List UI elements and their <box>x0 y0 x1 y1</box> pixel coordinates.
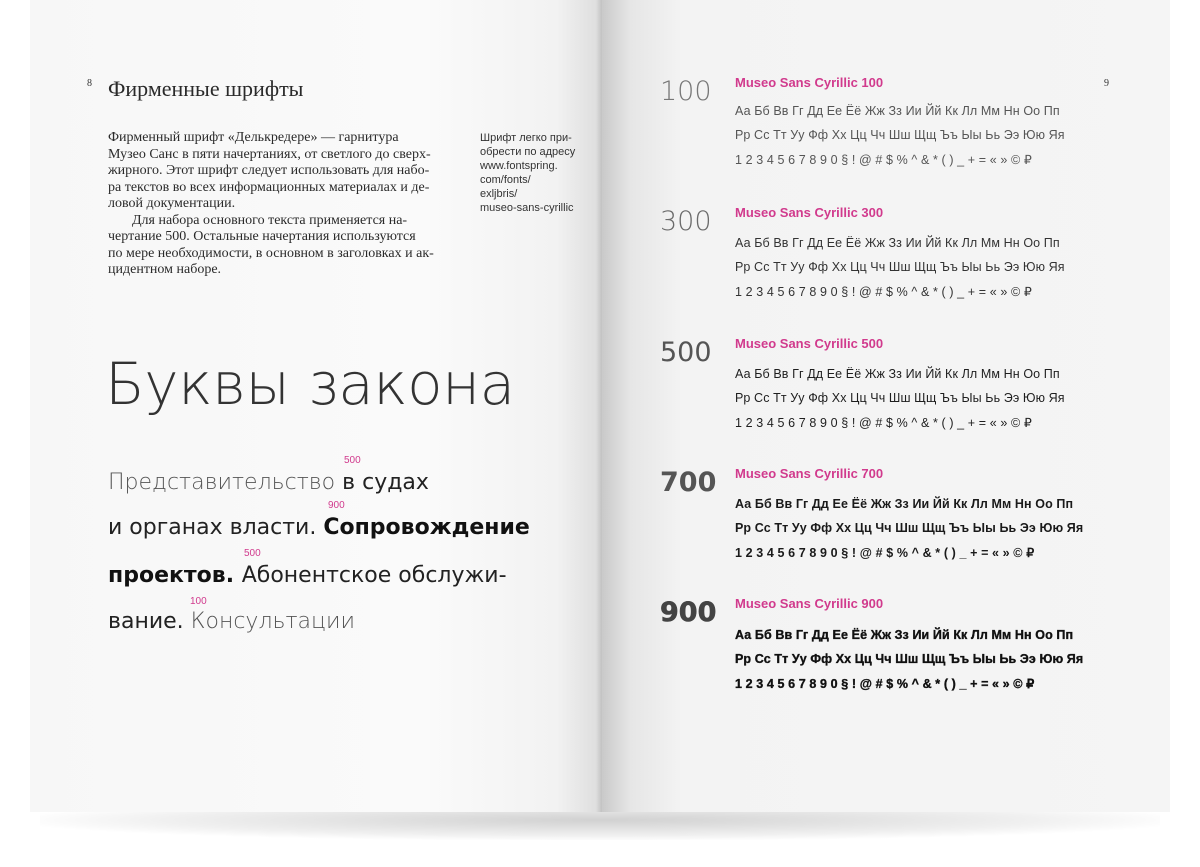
section-title: Фирменные шрифты <box>108 76 304 101</box>
alphabet-row: Аа Бб Вв Гг Дд Ее Ёё Жж Зз Ии Йй Кк Лл Мм Нн Оо Пп <box>735 628 1074 642</box>
body-line: цидентном наборе. <box>108 262 222 277</box>
body-line: по мере необходимости, в основном в заголовках и ак- <box>108 245 434 261</box>
weight-block-900 <box>602 597 1162 707</box>
weight-number: 300 <box>660 206 712 237</box>
weight-number: 900 <box>660 597 717 628</box>
sample-line-1 <box>108 470 429 495</box>
sample-black-text: Сопровождение <box>323 515 530 540</box>
body-line: Музео Санс в пяти начертаниях, от светлого до сверх- <box>108 146 431 162</box>
alphabet-row: Аа Бб Вв Гг Дд Ее Ёё Жж Зз Ии Йй Кк Лл Мм Нн Оо Пп <box>735 367 1060 381</box>
weight-block-700 <box>602 467 1162 577</box>
weight-block-300 <box>602 206 1162 316</box>
weight-title: Museo Sans Cyrillic 100 <box>735 75 884 90</box>
weight-marker: 100 <box>190 596 207 607</box>
sidenote-line: com/fonts/ <box>480 174 531 186</box>
alphabet-row: Аа Бб Вв Гг Дд Ее Ёё Жж Зз Ии Йй Кк Лл Мм Нн Оо Пп <box>735 104 1060 118</box>
alphabet-row: 1 2 3 4 5 6 7 8 9 0 § ! @ # $ % ^ & * ( ) _ + = « » © ₽ <box>735 677 1035 691</box>
right-page <box>602 0 1170 812</box>
sample-medium-text: Абонентское обслужи- <box>241 563 507 588</box>
weight-title: Museo Sans Cyrillic 900 <box>735 596 884 611</box>
sample-black-text: проектов. <box>108 563 242 588</box>
display-heading: Буквы закона <box>105 350 515 418</box>
sample-line-4 <box>108 609 355 634</box>
alphabet-row: 1 2 3 4 5 6 7 8 9 0 § ! @ # $ % ^ & * ( ) _ + = « » © ₽ <box>735 546 1035 560</box>
sidenote-line: exljbris/ <box>480 188 518 200</box>
weight-block-100 <box>602 76 1162 186</box>
alphabet-row: Рр Сс Тт Уу Фф Хх Цц Чч Шш Щщ Ъъ Ыы Ьь Ээ Юю Яя <box>735 260 1065 274</box>
left-page <box>30 0 602 812</box>
page-number-right: 9 <box>1104 78 1109 89</box>
sidenote-line: museo-sans-cyrillic <box>480 202 574 214</box>
sample-medium-text: и органах власти. <box>108 515 324 540</box>
weight-block-500 <box>602 337 1162 447</box>
weight-marker: 500 <box>344 455 361 466</box>
sample-light-text: Консультации <box>190 609 355 634</box>
body-line: ра текстов во всех информационных материалах и де- <box>108 179 430 195</box>
weight-marker: 500 <box>244 548 261 559</box>
alphabet-row: Рр Сс Тт Уу Фф Хх Цц Чч Шш Щщ Ъъ Ыы Ьь Ээ Юю Яя <box>735 652 1084 666</box>
weight-title: Museo Sans Cyrillic 700 <box>735 466 884 481</box>
page-number-left: 8 <box>87 78 92 89</box>
alphabet-row: Аа Бб Вв Гг Дд Ее Ёё Жж Зз Ии Йй Кк Лл Мм Нн Оо Пп <box>735 236 1060 250</box>
body-line: Для набора основного текста применяется на- <box>132 212 408 228</box>
sidenote <box>480 131 600 215</box>
sample-medium-text: в судах <box>342 470 429 495</box>
weight-title: Museo Sans Cyrillic 300 <box>735 205 884 220</box>
sample-medium-text: вание. <box>108 609 191 634</box>
sidenote-line: обрести по адресу <box>480 146 576 158</box>
weight-number: 700 <box>660 467 717 498</box>
alphabet-row: Рр Сс Тт Уу Фф Хх Цц Чч Шш Щщ Ъъ Ыы Ьь Ээ Юю Яя <box>735 521 1084 535</box>
alphabet-row: 1 2 3 4 5 6 7 8 9 0 § ! @ # $ % ^ & * ( ) _ + = « » © ₽ <box>735 416 1032 430</box>
sidenote-line: Шрифт легко при- <box>480 132 572 144</box>
sample-light-text: Представительство <box>108 470 343 495</box>
body-line: чертание 500. Остальные начертания используются <box>108 229 416 244</box>
alphabet-row: Рр Сс Тт Уу Фф Хх Цц Чч Шш Щщ Ъъ Ыы Ьь Ээ Юю Яя <box>735 128 1065 142</box>
weight-number: 500 <box>660 337 712 368</box>
sample-line-3 <box>108 563 507 588</box>
alphabet-row: Рр Сс Тт Уу Фф Хх Цц Чч Шш Щщ Ъъ Ыы Ьь Ээ Юю Яя <box>735 391 1065 405</box>
body-line: Фирменный шрифт «Делькредере» — гарнитура <box>108 130 399 145</box>
weight-number: 100 <box>660 76 712 107</box>
sample-line-2 <box>108 515 530 540</box>
sidenote-line: www.fontspring. <box>480 160 558 172</box>
body-text <box>108 130 468 279</box>
alphabet-row: 1 2 3 4 5 6 7 8 9 0 § ! @ # $ % ^ & * ( ) _ + = « » © ₽ <box>735 153 1032 167</box>
alphabet-row: Аа Бб Вв Гг Дд Ее Ёё Жж Зз Ии Йй Кк Лл Мм Нн Оо Пп <box>735 497 1074 511</box>
body-line: жирного. Этот шрифт следует использовать для набо- <box>108 163 430 178</box>
weight-marker: 900 <box>328 500 345 511</box>
alphabet-row: 1 2 3 4 5 6 7 8 9 0 § ! @ # $ % ^ & * ( ) _ + = « » © ₽ <box>735 285 1032 299</box>
body-line: ловой документации. <box>108 196 236 211</box>
weight-title: Museo Sans Cyrillic 500 <box>735 336 884 351</box>
